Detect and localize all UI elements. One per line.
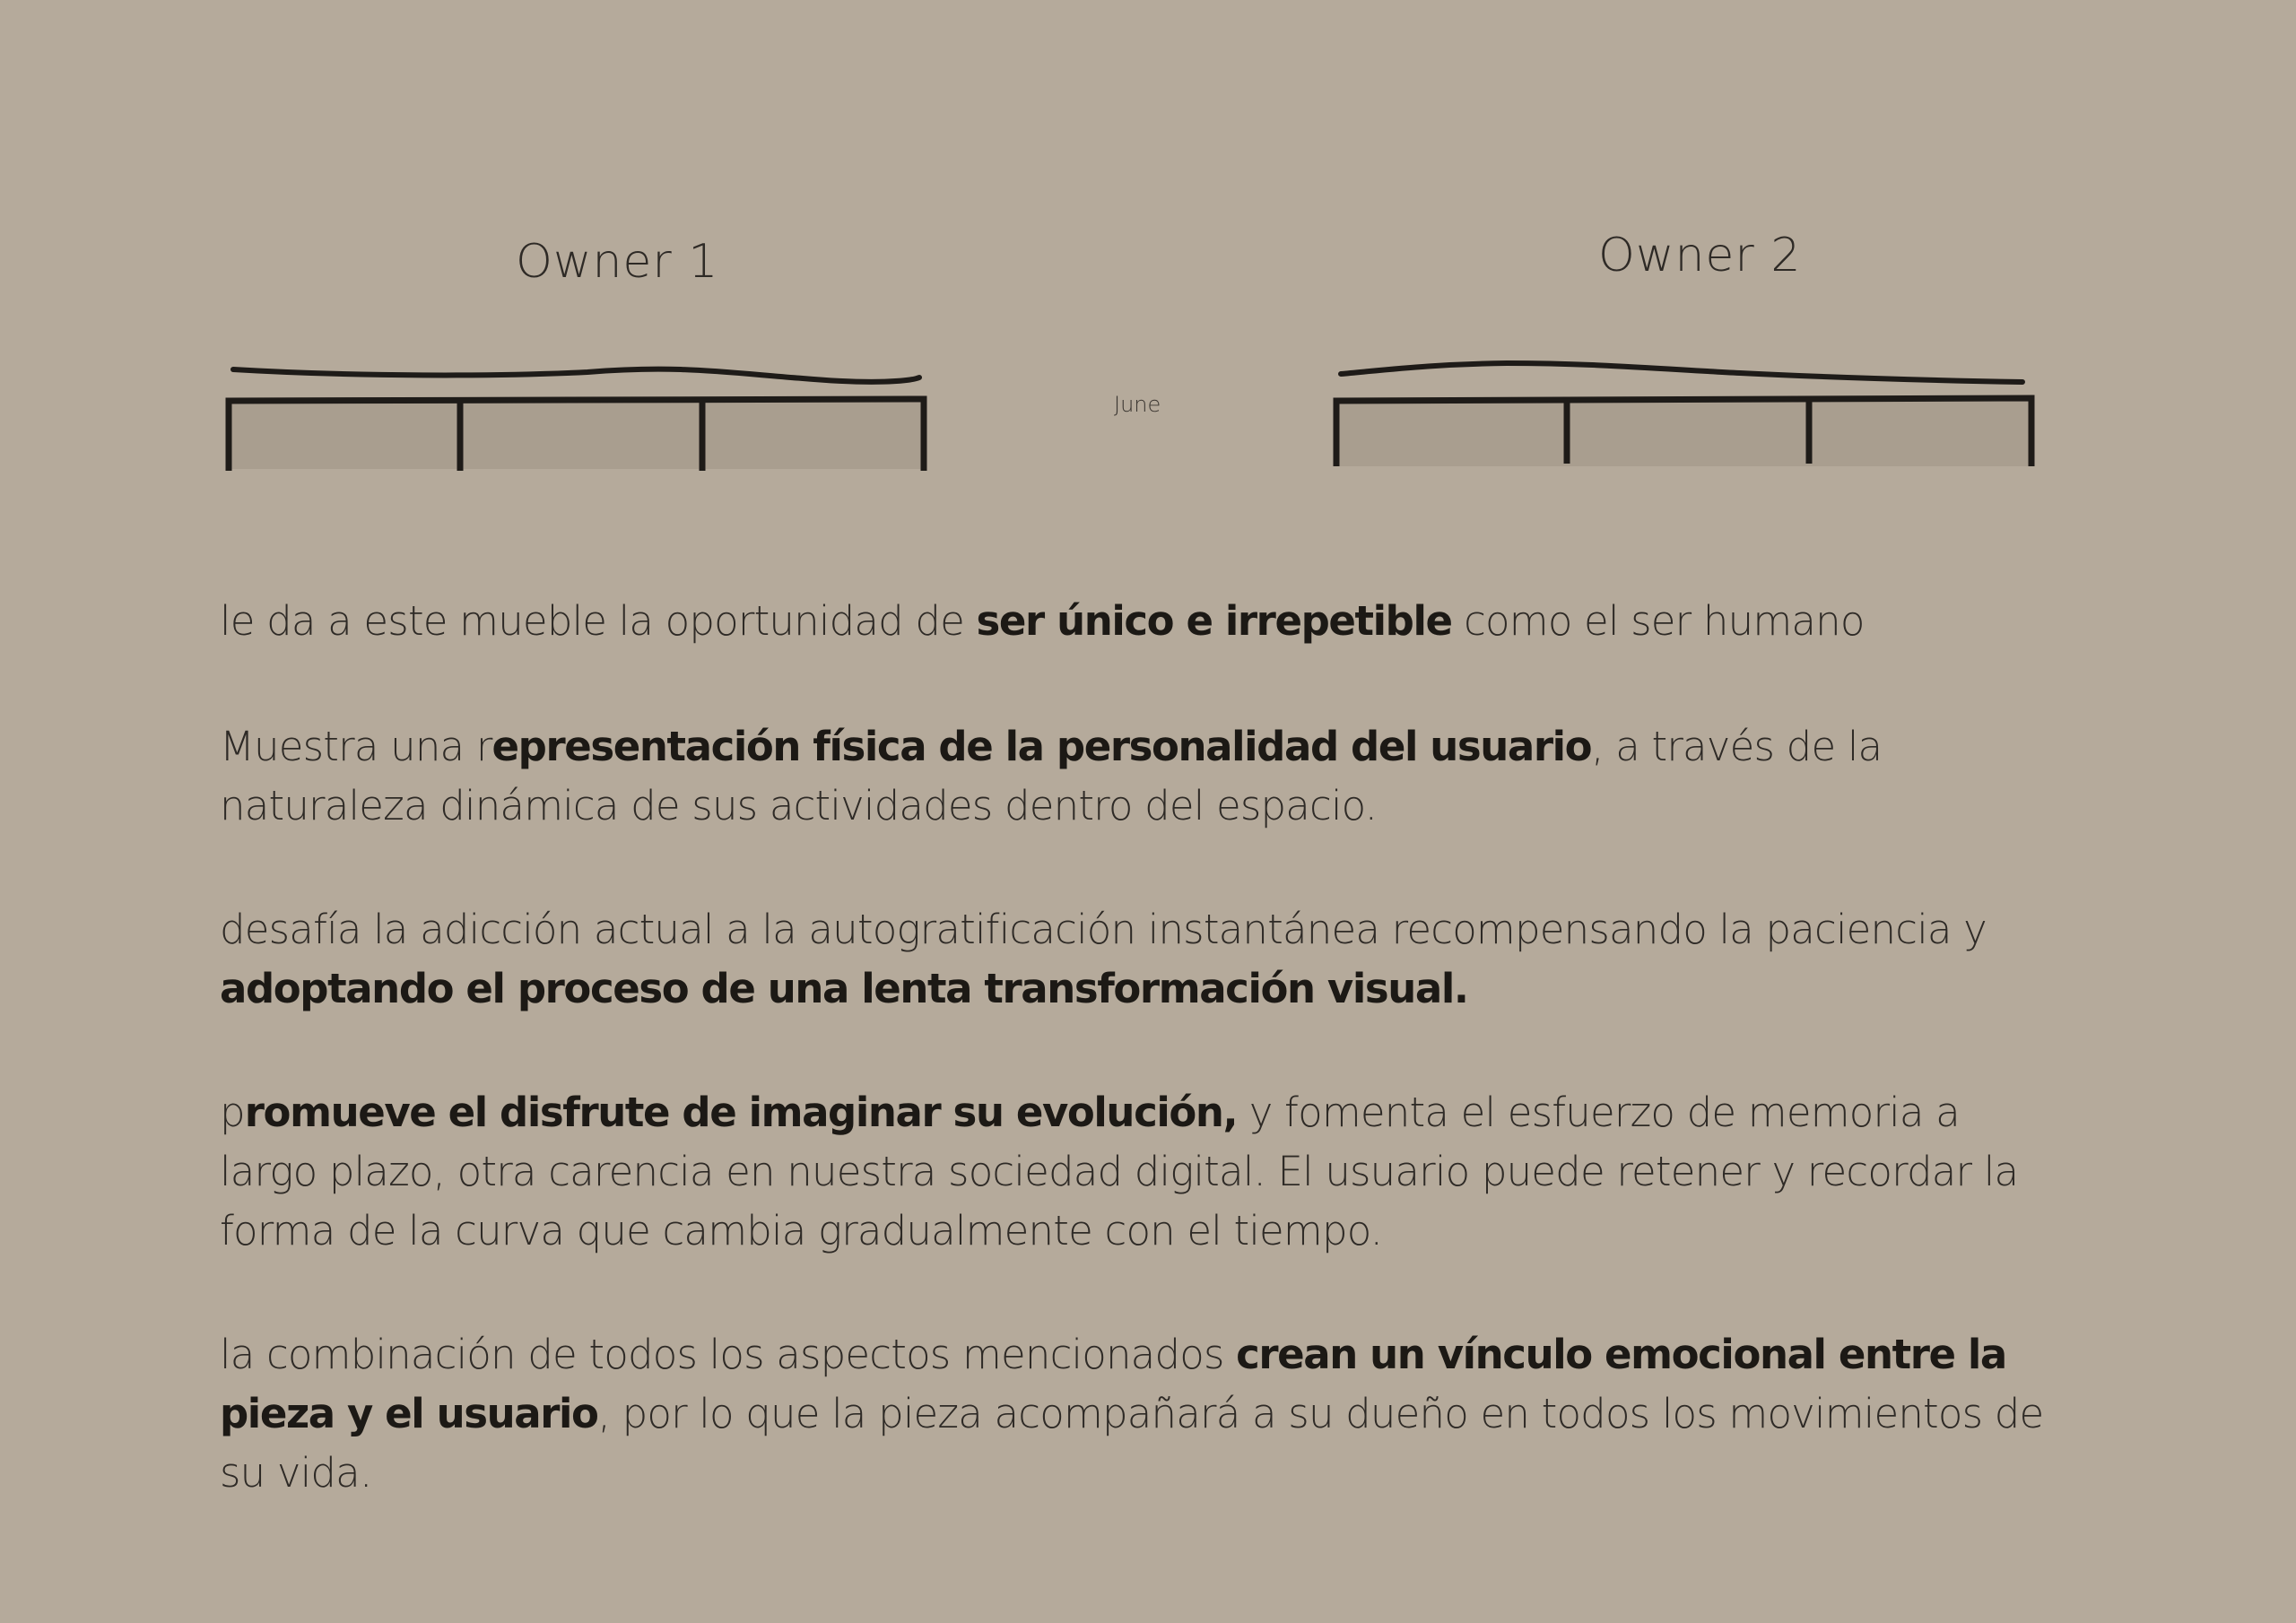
timeline-label: June bbox=[1114, 392, 1161, 417]
paragraph-unique bbox=[220, 592, 2049, 651]
top-curve bbox=[1341, 363, 2022, 382]
paragraph-emotional-bond bbox=[220, 1325, 2049, 1503]
text-segment: , a través de la naturaleza dinámica de sus actividades dentro del espacio. bbox=[220, 723, 1883, 829]
text-segment: la combinación de todos los aspectos mencionados bbox=[220, 1331, 1237, 1378]
text-segment: , por lo que la pieza acompañará a su dueño en todos los movimientos de su vida. bbox=[220, 1390, 2044, 1497]
text-segment: Muestra una r bbox=[220, 723, 492, 770]
cabinet-body bbox=[1336, 402, 2031, 466]
furniture-sketch-owner-2 bbox=[1327, 350, 2045, 471]
text-segment: como el ser humano bbox=[1451, 597, 1865, 645]
furniture-sketch-owner-1 bbox=[220, 354, 937, 475]
owner-1-title: Owner 1 bbox=[516, 235, 719, 289]
paragraph-personality bbox=[220, 717, 2049, 836]
owner-2-title: Owner 2 bbox=[1598, 229, 1802, 282]
paragraph-memory bbox=[220, 1083, 2049, 1261]
emphasis: ser único e irrepetible bbox=[976, 597, 1452, 645]
emphasis: romueve el disfrute de imaginar su evolución, bbox=[244, 1089, 1238, 1136]
emphasis: adoptando el proceso de una lenta transformación visual. bbox=[220, 965, 1468, 1012]
top-curve bbox=[233, 369, 919, 382]
emphasis: crean un vínculo emocional entre la pieza y el usuario bbox=[220, 1331, 2006, 1437]
emphasis: epresentación física de la personalidad del usuario bbox=[491, 723, 1592, 770]
text-segment: p bbox=[220, 1089, 245, 1136]
text-segment: y fomenta el esfuerzo de memoria a largo plazo, otra carencia en nuestra sociedad digital. El usuario puede retener y recordar la forma de la curva que cambia gradualmente con el tiempo. bbox=[220, 1089, 2019, 1254]
text-segment: le da a este mueble la oportunidad de bbox=[220, 597, 977, 645]
text-segment: desafía la adicción actual a la autogratificación instantánea recompensando la paciencia y bbox=[220, 906, 1987, 953]
paragraph-patience bbox=[220, 900, 2049, 1019]
cabinet-body bbox=[229, 402, 924, 469]
